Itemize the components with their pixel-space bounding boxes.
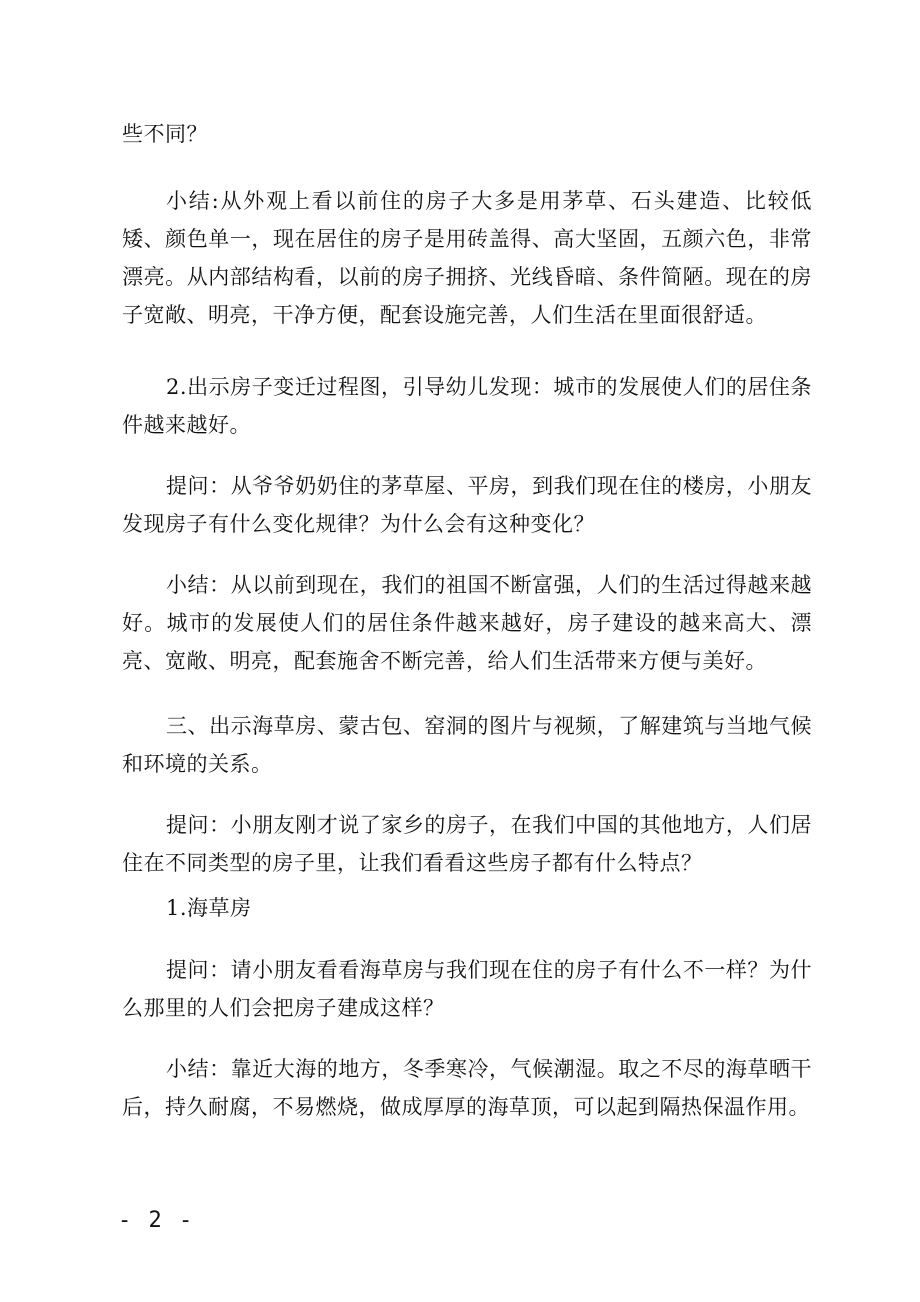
paragraph-summary-3: 小结：靠近大海的地方，冬季寒冷，气候潮湿。取之不尽的海草晒干后，持久耐腐，不易燃烧，做成厚厚的海草顶，可以起到隔热保温作用。 <box>122 1057 812 1119</box>
paragraph-question-2: 提问：小朋友刚才说了家乡的房子，在我们中国的其他地方，人们居住在不同类型的房子里，让我们看看这些房子都有什么特点？ <box>122 813 812 875</box>
paragraph-summary-1: 小结:从外观上看以前住的房子大多是用茅草、石头建造、比较低矮、颜色单一，现在居住的房子是用砖盖得、高大坚固，五颜六色，非常漂亮。从内部结构看，以前的房子拥挤、光线昏暗、条件简陋。现在的房子宽敞、明亮，干净方便，配套设施完善，人们生活在里面很舒适。 <box>122 189 812 327</box>
paragraph-section-3: 三、出示海草房、蒙古包、窑洞的图片与视频，了解建筑与当地气候和环境的关系。 <box>122 714 812 776</box>
paragraph-step-2: 2.出示房子变迁过程图，引导幼儿发现：城市的发展使人们的居住条件越来越好。 <box>122 375 812 437</box>
paragraph-summary-2: 小结：从以前到现在，我们的祖国不断富强，人们的生活过得越来越好。城市的发展使人们的居住条件越来越好，房子建设的越来高大、漂亮、宽敞、明亮，配套施舍不断完善，给人们生活带来方便与美好。 <box>122 573 812 673</box>
paragraph-continuation: 些不同？ <box>122 122 208 146</box>
paragraph-question-3: 提问：请小朋友看看海草房与我们现在住的房子有什么不一样？为什么那里的人们会把房子建成这样？ <box>122 958 812 1020</box>
paragraph-subheading: 1.海草房 <box>166 896 252 920</box>
page-number: - 2 - <box>118 1208 195 1233</box>
paragraph-question-1: 提问：从爷爷奶奶住的茅草屋、平房，到我们现在住的楼房，小朋友发现房子有什么变化规律？为什么会有这种变化？ <box>122 474 812 536</box>
